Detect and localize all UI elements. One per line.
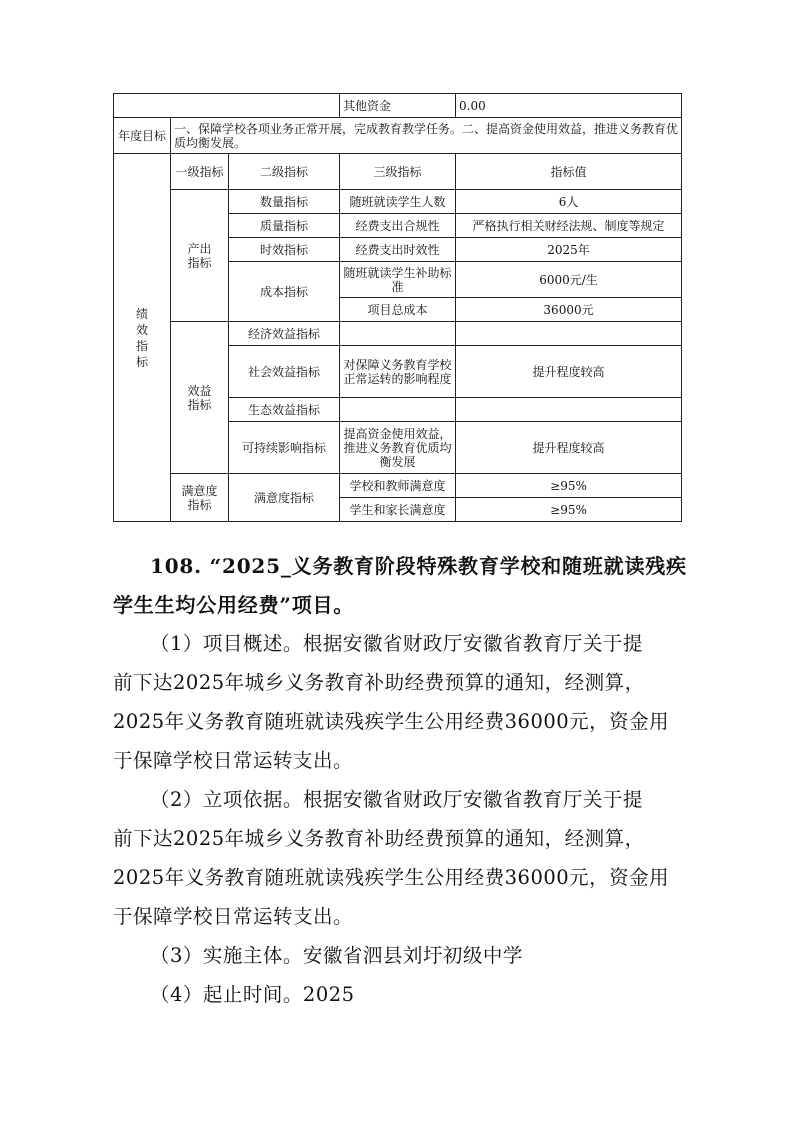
overview-line1: （1）项目概述。根据安徽省财政厅安徽省教育厅关于提: [150, 632, 643, 655]
cost-indicator: 成本指标: [229, 262, 340, 322]
quality-level3: 经费支出合规性: [340, 214, 456, 238]
table-row: [114, 322, 682, 346]
economic-indicator: 经济效益指标: [229, 322, 340, 346]
table-header-row: [114, 154, 682, 190]
satisfaction-level3-teachers: 学校和教师满意度: [340, 474, 456, 498]
quantity-indicator: 数量指标: [229, 190, 340, 214]
header-level3: 三级指标: [340, 154, 456, 190]
project-heading-line2: 学生生均公用经费”项目。: [113, 593, 355, 617]
ecological-value: [456, 398, 682, 422]
table-row: [114, 190, 682, 214]
economic-level3: [340, 322, 456, 346]
satisfaction-indicator: 满意度指标: [229, 474, 340, 522]
header-level2: 二级指标: [229, 154, 340, 190]
satisfaction-value-teachers: ≥95%: [456, 474, 682, 498]
other-funds-value: 0.00: [456, 94, 682, 118]
other-funds-label: 其他资金: [340, 94, 456, 118]
header-level1: 一级指标: [171, 154, 229, 190]
header-value: 指标值: [456, 154, 682, 190]
quantity-level3: 随班就读学生人数: [340, 190, 456, 214]
basis-line3: 2025年义务教育随班就读残疾学生公用经费36000元，资金用: [113, 866, 670, 889]
benefit-indicators-label: 效益指标: [171, 322, 229, 474]
cost-level3-total: 项目总成本: [340, 298, 456, 322]
annual-goal-label: 年度目标: [114, 118, 171, 154]
cost-level3-standard: 随班就读学生补助标准: [340, 262, 456, 298]
economic-value: [456, 322, 682, 346]
performance-indicators-label: 绩效指标: [114, 154, 171, 522]
satisfaction-level3-students: 学生和家长满意度: [340, 498, 456, 522]
ecological-indicator: 生态效益指标: [229, 398, 340, 422]
quantity-value: 6人: [456, 190, 682, 214]
satisfaction-indicators-label: 满意度指标: [171, 474, 229, 522]
quality-value: 严格执行相关财经法规、制度等规定: [456, 214, 682, 238]
satisfaction-value-students: ≥95%: [456, 498, 682, 522]
cost-value-total: 36000元: [456, 298, 682, 322]
social-indicator: 社会效益指标: [229, 346, 340, 398]
annual-goal-text: 一、保障学校各项业务正常开展，完成教育教学任务。二、提高资金使用效益，推进义务教育优质均衡发展。: [171, 118, 682, 154]
basis-line2: 前下达2025年城乡义务教育补助经费预算的通知，经测算，: [113, 827, 645, 850]
ecological-level3: [340, 398, 456, 422]
basis-line1: （2）立项依据。根据安徽省财政厅安徽省教育厅关于提: [150, 788, 643, 811]
timeliness-level3: 经费支出时效性: [340, 238, 456, 262]
project-heading-line1: 108. “2025_义务教育阶段特殊教育学校和随班就读残疾: [150, 554, 687, 578]
social-value: 提升程度较高: [456, 346, 682, 398]
overview-line2: 前下达2025年城乡义务教育补助经费预算的通知，经测算，: [113, 671, 645, 694]
performance-table: [113, 93, 682, 522]
table-row: [114, 94, 682, 118]
quality-indicator: 质量指标: [229, 214, 340, 238]
basis-line4: 于保障学校日常运转支出。: [113, 905, 354, 928]
overview-line3: 2025年义务教育随班就读残疾学生公用经费36000元，资金用: [113, 710, 670, 733]
cost-value-standard: 6000元/生: [456, 262, 682, 298]
timeliness-value: 2025年: [456, 238, 682, 262]
output-indicators-label: 产出指标: [171, 190, 229, 322]
timeliness-indicator: 时效指标: [229, 238, 340, 262]
social-level3: 对保障义务教育学校正常运转的影响程度: [340, 346, 456, 398]
sustainable-indicator: 可持续影响指标: [229, 422, 340, 474]
start-end-time: （4）起止时间。2025: [150, 983, 355, 1006]
table-row: [114, 474, 682, 498]
sustainable-level3: 提高资金使用效益，推进义务教育优质均衡发展: [340, 422, 456, 474]
table-row: [114, 118, 682, 154]
implementing-entity: （3）实施主体。安徽省泗县刘圩初级中学: [150, 944, 523, 967]
table-cell-empty: [114, 94, 340, 118]
sustainable-value: 提升程度较高: [456, 422, 682, 474]
overview-line4: 于保障学校日常运转支出。: [113, 749, 354, 772]
